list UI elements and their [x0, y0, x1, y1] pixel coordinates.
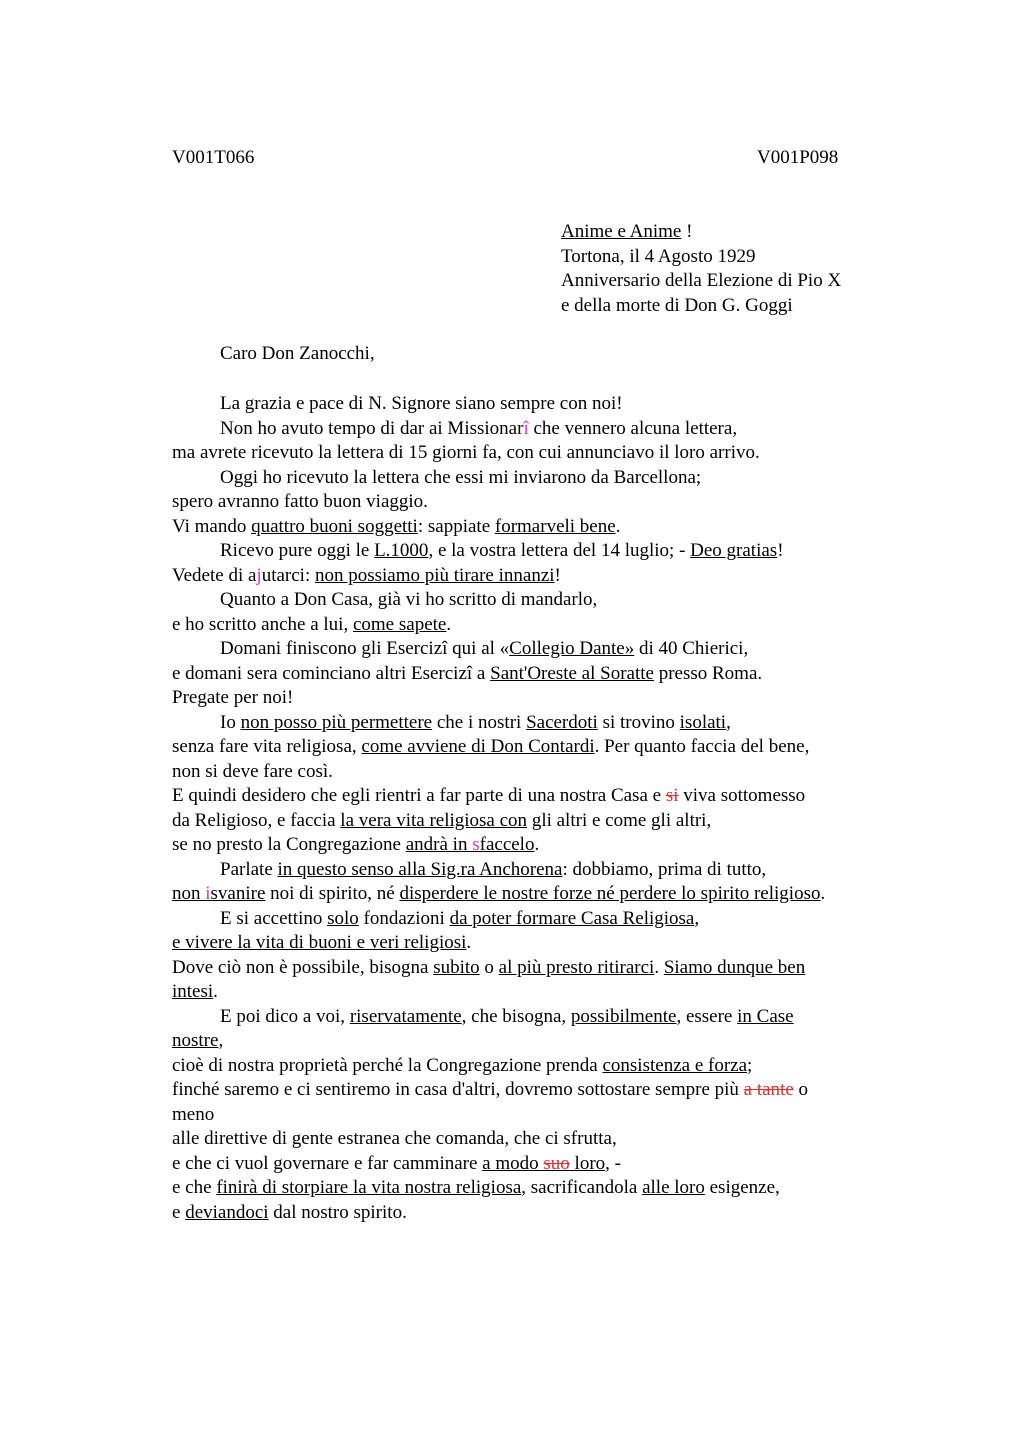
body-line: cioè di nostra proprietà perché la Congregazione prenda consistenza e forza;	[172, 1054, 753, 1076]
body-line: nostre,	[172, 1030, 224, 1051]
body-line: Io non posso più permettere che i nostri Sacerdoti si trovino isolati,	[220, 711, 731, 733]
salutation: Caro Don Zanocchi,	[220, 343, 375, 364]
letter-heading	[561, 220, 841, 318]
body-line: se no presto la Congregazione andrà in sfaccelo.	[172, 834, 540, 855]
body-line: e deviandoci dal nostro spirito.	[172, 1201, 407, 1223]
body-line: Parlate in questo senso alla Sig.ra Anchorena: dobbiamo, prima di tutto,	[220, 858, 767, 880]
letter-body	[172, 392, 892, 1225]
body-line: Ricevo pure oggi le L.1000, e la vostra lettera del 14 luglio; - Deo gratias!	[220, 540, 784, 561]
body-line: e domani sera cominciano altri Esercizî a Sant'Oreste al Soratte presso Roma.	[172, 662, 763, 684]
body-line: da Religioso, e faccia la vera vita religiosa con gli altri e come gli altri,	[172, 809, 712, 831]
deleted-word: a tante	[743, 1079, 794, 1100]
body-line: Non ho avuto tempo di dar ai Missionarî che vennero alcuna lettera,	[220, 417, 738, 439]
motto: Anime e Anime	[561, 221, 682, 242]
body-line: E poi dico a voi, riservatamente, che bisogna, possibilmente, essere in Case	[220, 1005, 794, 1027]
body-line: meno	[172, 1103, 215, 1125]
body-line: alle direttive di gente estranea che comanda, che ci sfrutta,	[172, 1128, 617, 1149]
deleted-word: si	[665, 785, 679, 806]
body-line: e vivere la vita di buoni e veri religiosi.	[172, 932, 472, 953]
body-line: E si accettino solo fondazioni da poter formare Casa Religiosa,	[220, 907, 700, 929]
body-line: Dove ciò non è possibile, bisogna subito o al più presto ritirarci. Siamo dunque ben	[172, 956, 806, 978]
body-line: non si deve fare così.	[172, 760, 333, 782]
anniversary-line: Anniversario della Elezione di Pio X	[561, 270, 842, 291]
body-line: Oggi ho ricevuto la lettera che essi mi inviarono da Barcellona;	[220, 466, 702, 488]
body-line: Vedete di ajutarci: non possiamo più tirare innanzi!	[172, 564, 561, 586]
body-line: E quindi desidero che egli rientri a far parte di una nostra Casa e si viva sottomesso	[172, 785, 806, 806]
body-line: La grazia e pace di N. Signore siano sempre con noi!	[220, 393, 623, 414]
motto-line: Anime e Anime !	[561, 221, 693, 242]
body-line: spero avranno fatto buon viaggio.	[172, 491, 428, 512]
body-line: e ho scritto anche a lui, come sapete.	[172, 613, 452, 635]
body-line: e che finirà di storpiare la vita nostra religiosa, sacrificandola alle loro esigenze,	[172, 1177, 780, 1198]
body-line: Quanto a Don Casa, già vi ho scritto di mandarlo,	[220, 589, 598, 610]
body-line: ma avrete ricevuto la lettera di 15 giorni fa, con cui annunciavo il loro arrivo.	[172, 442, 760, 463]
document-code-left: V001T066	[172, 147, 255, 168]
body-line: intesi.	[172, 981, 218, 1002]
document-code-right: V001P098	[757, 147, 839, 168]
death-line: e della morte di Don G. Goggi	[561, 294, 793, 316]
body-line: finché saremo e ci sentiremo in casa d'altri, dovremo sottostare sempre più a tante o	[172, 1079, 809, 1100]
body-line: Pregate per noi!	[172, 687, 294, 708]
place-date: Tortona, il 4 Agosto 1929	[561, 245, 756, 267]
body-line: e che ci vuol governare e far camminare a modo suo loro, -	[172, 1152, 621, 1174]
body-line: senza fare vita religiosa, come avviene di Don Contardi. Per quanto faccia del bene,	[172, 736, 810, 757]
body-line: Domani finiscono gli Esercizî qui al «Collegio Dante» di 40 Chierici,	[220, 638, 749, 659]
body-line: Vi mando quattro buoni soggetti: sappiate formarveli bene.	[172, 515, 621, 537]
body-line: non isvanire noi di spirito, né disperdere le nostre forze né perdere lo spirito religioso.	[172, 883, 826, 904]
deleted-word: suo	[543, 1152, 570, 1174]
